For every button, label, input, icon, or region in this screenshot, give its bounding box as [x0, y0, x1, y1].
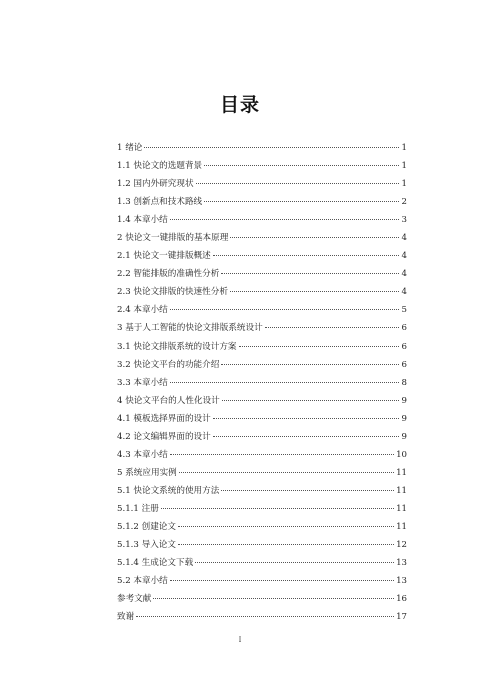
toc-entry-label: 5.1.4 生成论文下载 — [117, 558, 194, 569]
toc-entry-page: 11 — [396, 503, 407, 514]
toc-entry-page: 13 — [396, 558, 407, 569]
toc-entry[interactable] — [117, 319, 407, 337]
toc-entry-label: 3.3 本章小结 — [117, 377, 168, 388]
toc-dot-leader — [195, 562, 394, 563]
toc-entry-page: 4 — [401, 233, 407, 244]
toc-entry-label: 4.1 模板选择界面的设计 — [117, 413, 211, 424]
toc-entry-page: 12 — [396, 540, 407, 551]
toc-entry-label: 4 快论文平台的人性化设计 — [117, 395, 220, 406]
toc-entry-label: 4.2 论文编辑界面的设计 — [117, 431, 211, 442]
toc-entry-page: 2 — [401, 197, 407, 208]
toc-entry-page: 11 — [396, 485, 407, 496]
toc-entry[interactable] — [117, 229, 407, 247]
toc-entry[interactable] — [117, 157, 407, 175]
toc-dot-leader — [230, 237, 399, 238]
toc-entry-label: 1.3 创新点和技术路线 — [117, 197, 203, 208]
toc-entry-page: 11 — [396, 521, 407, 532]
toc-entry-page: 6 — [401, 323, 407, 334]
toc-dot-leader — [213, 418, 399, 419]
toc-entry[interactable] — [117, 464, 407, 482]
toc-dot-leader — [170, 382, 399, 383]
toc-dot-leader — [213, 255, 399, 256]
toc-entry-page: 11 — [396, 467, 407, 478]
toc-entry[interactable] — [117, 608, 407, 626]
toc-dot-leader — [153, 598, 394, 599]
toc-entry[interactable] — [117, 482, 407, 500]
toc-entry[interactable] — [117, 572, 407, 590]
toc-dot-leader — [222, 400, 399, 401]
toc-entry-page: 4 — [401, 269, 407, 280]
toc-entry-label: 3 基于人工智能的快论文排版系统设计 — [117, 323, 263, 334]
toc-entry[interactable] — [117, 139, 407, 157]
toc-dot-leader — [170, 580, 394, 581]
toc-dot-leader — [179, 472, 394, 473]
toc-entry-page: 9 — [401, 413, 407, 424]
toc-entry-label: 1.4 本章小结 — [117, 215, 168, 226]
toc-dot-leader — [204, 165, 399, 166]
toc-entry-page: 9 — [401, 431, 407, 442]
toc-dot-leader — [213, 436, 399, 437]
toc-dot-leader — [230, 291, 399, 292]
toc-entry-label: 1.1 快论文的选题背景 — [117, 161, 203, 172]
toc-entry-page: 1 — [401, 161, 407, 172]
toc-entry-label: 5.1 快论文系统的使用方法 — [117, 485, 220, 496]
toc-entry[interactable] — [117, 428, 407, 446]
toc-dot-leader — [170, 219, 399, 220]
toc-entry-page: 6 — [401, 359, 407, 370]
toc-dot-leader — [196, 183, 399, 184]
toc-entry-label: 2.1 快论文一键排版概述 — [117, 251, 211, 262]
page-title: 目录 — [219, 94, 260, 116]
toc-entry-label: 3.2 快论文平台的功能介绍 — [117, 359, 220, 370]
toc-entry[interactable] — [117, 301, 407, 319]
toc-dot-leader — [221, 490, 394, 491]
toc-entry-label: 2.4 本章小结 — [117, 305, 168, 316]
page-number: I — [238, 636, 242, 644]
toc-entry-label: 1.2 国内外研究现状 — [117, 179, 194, 190]
toc-dot-leader — [221, 273, 399, 274]
toc-dot-leader — [265, 327, 399, 328]
toc-entry-label: 2.2 智能排版的准确性分析 — [117, 269, 220, 280]
toc-entry[interactable] — [117, 590, 407, 608]
toc-entry[interactable] — [117, 374, 407, 392]
toc-entry-label: 致谢 — [117, 612, 135, 623]
toc-entry-label: 4.3 本章小结 — [117, 449, 168, 460]
toc-entry-label: 2.3 快论文排版的快速性分析 — [117, 287, 228, 298]
toc-entry-page: 1 — [401, 143, 407, 153]
toc-dot-leader — [178, 544, 394, 545]
toc-entry[interactable] — [117, 410, 407, 428]
toc-entry-page: 3 — [401, 215, 407, 226]
toc-entry[interactable] — [117, 175, 407, 193]
toc-entry[interactable] — [117, 500, 407, 518]
toc-dot-leader — [204, 201, 399, 202]
toc-entry-label: 2 快论文一键排版的基本原理 — [117, 233, 229, 244]
toc-entry-page: 5 — [401, 305, 407, 316]
toc-entry-label: 5 系统应用实例 — [117, 467, 177, 478]
toc-entry[interactable] — [117, 554, 407, 572]
toc-dot-leader — [170, 309, 399, 310]
toc-entry[interactable] — [117, 247, 407, 265]
toc-entry-page: 6 — [401, 341, 407, 352]
toc-entry[interactable] — [117, 446, 407, 464]
toc-entry-label: 参考文献 — [117, 594, 152, 605]
toc-entry[interactable] — [117, 392, 407, 410]
toc-entry-label: 3.1 快论文排版系统的设计方案 — [117, 341, 237, 352]
toc-entry[interactable] — [117, 193, 407, 211]
toc-entry-page: 17 — [396, 612, 407, 623]
toc-entry-page: 16 — [396, 594, 407, 605]
toc-entry-page: 4 — [401, 251, 407, 262]
toc-entry[interactable] — [117, 338, 407, 356]
toc-dot-leader — [161, 508, 394, 509]
toc-entry-page: 10 — [396, 449, 407, 460]
toc-entry[interactable] — [117, 211, 407, 229]
table-of-contents — [117, 139, 407, 626]
toc-entry-label: 5.1.1 注册 — [117, 503, 159, 514]
toc-dot-leader — [239, 346, 399, 347]
toc-dot-leader — [221, 364, 399, 365]
toc-entry-page: 4 — [401, 287, 407, 298]
toc-entry-label: 5.1.2 创建论文 — [117, 521, 176, 532]
toc-dot-leader — [136, 616, 394, 617]
toc-entry-page: 13 — [396, 576, 407, 587]
toc-dot-leader — [144, 147, 399, 148]
toc-entry-label: 5.1.3 导入论文 — [117, 540, 176, 551]
toc-dot-leader — [178, 526, 394, 527]
toc-entry[interactable] — [117, 356, 407, 374]
toc-entry[interactable] — [117, 283, 407, 301]
toc-entry-page: 1 — [401, 179, 407, 190]
toc-entry[interactable] — [117, 518, 407, 536]
toc-entry-page: 9 — [401, 395, 407, 406]
toc-entry-label: 1 绪论 — [117, 143, 143, 153]
toc-entry[interactable] — [117, 536, 407, 554]
toc-dot-leader — [170, 454, 394, 455]
toc-entry-label: 5.2 本章小结 — [117, 576, 168, 587]
toc-entry[interactable] — [117, 265, 407, 283]
toc-entry-page: 8 — [401, 377, 407, 388]
